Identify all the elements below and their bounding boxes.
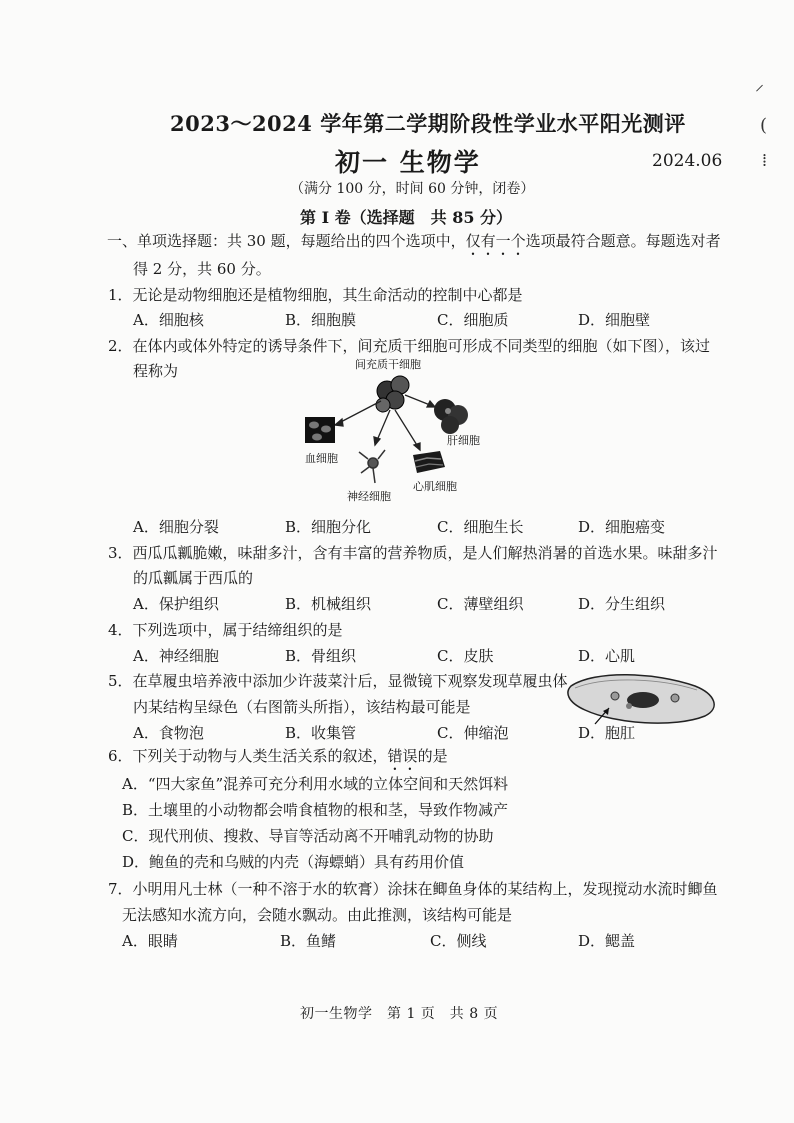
option: A．神经细胞: [133, 647, 219, 665]
question-stem: 4．下列选项中，属于结缔组织的是: [108, 621, 343, 639]
scan-mark: ⁞: [762, 150, 768, 171]
option: D．细胞壁: [578, 311, 651, 329]
question-stem: 5．在草履虫培养液中添加少许菠菜汁后，显微镜下观察发现草履虫体: [108, 672, 568, 690]
option: A．食物泡: [133, 724, 204, 742]
option: B．鱼鳍: [280, 932, 337, 950]
scan-mark: ⸝: [755, 74, 764, 95]
question-stem-cont: 的瓜瓤属于西瓜的: [133, 569, 254, 587]
nerve-cell-icon: [359, 450, 385, 483]
stem-cell-icon: [376, 376, 409, 412]
stem-cell-label: 间充质干细胞: [355, 358, 421, 371]
option: C．薄壁组织: [437, 595, 524, 613]
question-stem-cont: 内某结构呈绿色（右图箭头所指），该结构最可能是: [133, 698, 471, 716]
exam-date: 2024.06: [652, 151, 723, 171]
option: A．细胞分裂: [133, 518, 219, 536]
exam-info: （满分 100 分，时间 60 分钟，闭卷）: [290, 181, 535, 197]
nerve-cell-label: 神经细胞: [347, 490, 391, 503]
liver-cell-icon: [434, 399, 468, 434]
option: D．鲍鱼的壳和乌贼的内壳（海螵蛸）具有药用价值: [122, 853, 465, 871]
option: A．“四大家鱼”混养可充分利用水域的立体空间和天然饵料: [122, 775, 509, 793]
question-stem: 2．在体内或体外特定的诱导条件下，间充质干细胞可形成不同类型的细胞（如下图），该过: [108, 337, 711, 355]
question-stem: 3．西瓜瓜瓤脆嫩，味甜多汁，含有丰富的营养物质，是人们解热消暑的首选水果。味甜多汁: [108, 544, 718, 562]
option: C．细胞生长: [437, 518, 524, 536]
question-stem-cont: 程称为: [133, 362, 179, 380]
question-stem: 1．无论是动物细胞还是植物细胞，其生命活动的控制中心都是: [108, 286, 523, 304]
option: C．伸缩泡: [437, 724, 509, 742]
option: D．细胞癌变: [578, 518, 666, 536]
blood-cell-label: 血细胞: [305, 452, 338, 465]
option: C．细胞质: [437, 311, 509, 329]
option: D．鳃盖: [578, 932, 636, 950]
paramecium-figure: [565, 668, 725, 730]
volume-heading: 第 Ⅰ 卷（选择题 共 85 分）: [300, 208, 513, 227]
option: D．心肌: [578, 647, 636, 665]
option: A．细胞核: [133, 311, 204, 329]
cardiac-muscle-label: 心肌细胞: [413, 480, 457, 493]
question-stem: 7．小明用凡士林（一种不溶于水的软膏）涂抹在鲫鱼身体的某结构上，发现搅动水流时鲫鱼: [108, 880, 718, 898]
option: B．土壤里的小动物都会啃食植物的根和茎，导致作物减产: [122, 801, 509, 819]
scan-mark: (: [760, 115, 768, 136]
option: A．保护组织: [133, 595, 219, 613]
option: D．胞肛: [578, 724, 636, 742]
option: C．皮肤: [437, 647, 494, 665]
exam-title: 2023～2024 学年第二学期阶段性学业水平阳光测评: [170, 111, 686, 136]
liver-cell-label: 肝细胞: [447, 434, 480, 447]
option: C．侧线: [430, 932, 487, 950]
cell-differentiation-figure: [295, 355, 505, 505]
question-stem-cont: 无法感知水流方向，会随水飘动。由此推测，该结构可能是: [122, 906, 513, 924]
section-intro: 一、单项选择题：共 30 题，每题给出的四个选项中，仅有一个选项最符合题意。每题选对者: [107, 232, 721, 250]
cardiac-muscle-icon: [413, 451, 445, 473]
section-intro-line2: 得 2 分，共 60 分。: [133, 260, 271, 278]
option: B．细胞膜: [285, 311, 357, 329]
question-stem: 6．下列关于动物与人类生活关系的叙述，错误的是: [108, 747, 448, 765]
option: B．收集管: [285, 724, 357, 742]
option: B．骨组织: [285, 647, 357, 665]
option: C．现代刑侦、搜救、导盲等活动离不开哺乳动物的协助: [122, 827, 494, 845]
option: A．眼睛: [122, 932, 178, 950]
page-footer: 初一生物学 第 1 页 共 8 页: [300, 1006, 499, 1022]
blood-cell-icon: [305, 417, 335, 443]
option: D．分生组织: [578, 595, 666, 613]
option: B．细胞分化: [285, 518, 372, 536]
exam-subject: 初一 生物学: [335, 148, 481, 177]
option: B．机械组织: [285, 595, 372, 613]
